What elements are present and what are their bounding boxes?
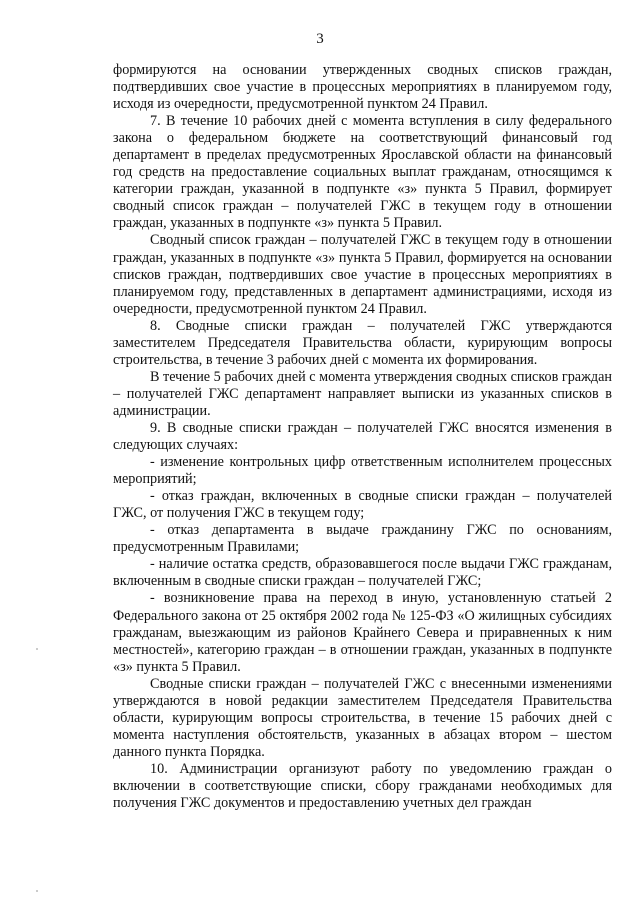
paragraph: Сводные списки граждан – получателей ГЖС с внесенными изменениями утверждаются в новой редакции заместителем Председателя Правительства области, курирующим вопросы строительства, в течение 15 рабочих дней с момента наступления обстоятельств, указанных в абзацах втором – шестом данного пункта Порядка.	[113, 675, 612, 760]
list-item: - отказ департамента в выдаче гражданину ГЖС по основаниям, предусмотренным Правилами;	[113, 522, 612, 556]
list-item: - отказ граждан, включенных в сводные списки граждан – получателей ГЖС, от получения ГЖС в текущем году;	[113, 488, 612, 522]
list-item: - наличие остатка средств, образовавшегося после выдачи ГЖС гражданам, включенным в сводные списки граждан – получателей ГЖС;	[113, 556, 612, 590]
paragraph: Сводный список граждан – получателей ГЖС в текущем году в отношении граждан, указанных в подпункте «з» пункта 5 Правил, формируется на основании списков граждан, подтвердивших свое участие в процессных мероприятиях в планируемом году, представленных в департамент администрациями, исходя из очередности, предусмотренной пунктом 24 Правил.	[113, 232, 612, 317]
document-body	[113, 62, 612, 812]
paragraph: формируются на основании утвержденных сводных списков граждан, подтвердивших свое участие в процессных мероприятиях в планируемом году, исходя из очередности, предусмотренной пунктом 24 Правил.	[113, 62, 612, 113]
scan-speck	[36, 648, 38, 650]
paragraph: 7. В течение 10 рабочих дней с момента вступления в силу федерального закона о федеральном бюджете на соответствующий финансовый год департамент в пределах предусмотренных Ярославской области на финансовый год средств на предоставление социальных выплат гражданам, относящимся к категории граждан, указанной в подпункте «з» пункта 5 Правил, формирует сводный список граждан – получателей ГЖС в текущем году в отношении граждан, указанных в подпункте «з» пункта 5 Правил.	[113, 113, 612, 232]
list-item: - изменение контрольных цифр ответственным исполнителем процессных мероприятий;	[113, 454, 612, 488]
paragraph: 10. Администрации организуют работу по уведомлению граждан о включении в соответствующие списки, сбору гражданами необходимых для получения ГЖС документов и предоставлению учетных дел граждан	[113, 760, 612, 812]
paragraph: 8. Сводные списки граждан – получателей ГЖС утверждаются заместителем Председателя Правительства области, курирующим вопросы строительства, в течение 3 рабочих дней с момента их формирования.	[113, 317, 612, 368]
list-item: - возникновение права на переход в иную, установленную статьей 2 Федерального закона от 25 октября 2002 года № 125-ФЗ «О жилищных субсидиях гражданам, выезжающим из районов Крайнего Севера и приравненных к ним местностей», категорию граждан – в отношении граждан, указанных в подпункте «з» пункта 5 Правил.	[113, 590, 612, 675]
scan-speck	[36, 890, 38, 892]
paragraph: В течение 5 рабочих дней с момента утверждения сводных списков граждан – получателей ГЖС департамент направляет выписки из указанных списков в администрации.	[113, 368, 612, 419]
paragraph: 9. В сводные списки граждан – получателей ГЖС вносятся изменения в следующих случаях:	[113, 419, 612, 454]
page-number: 3	[316, 31, 324, 47]
